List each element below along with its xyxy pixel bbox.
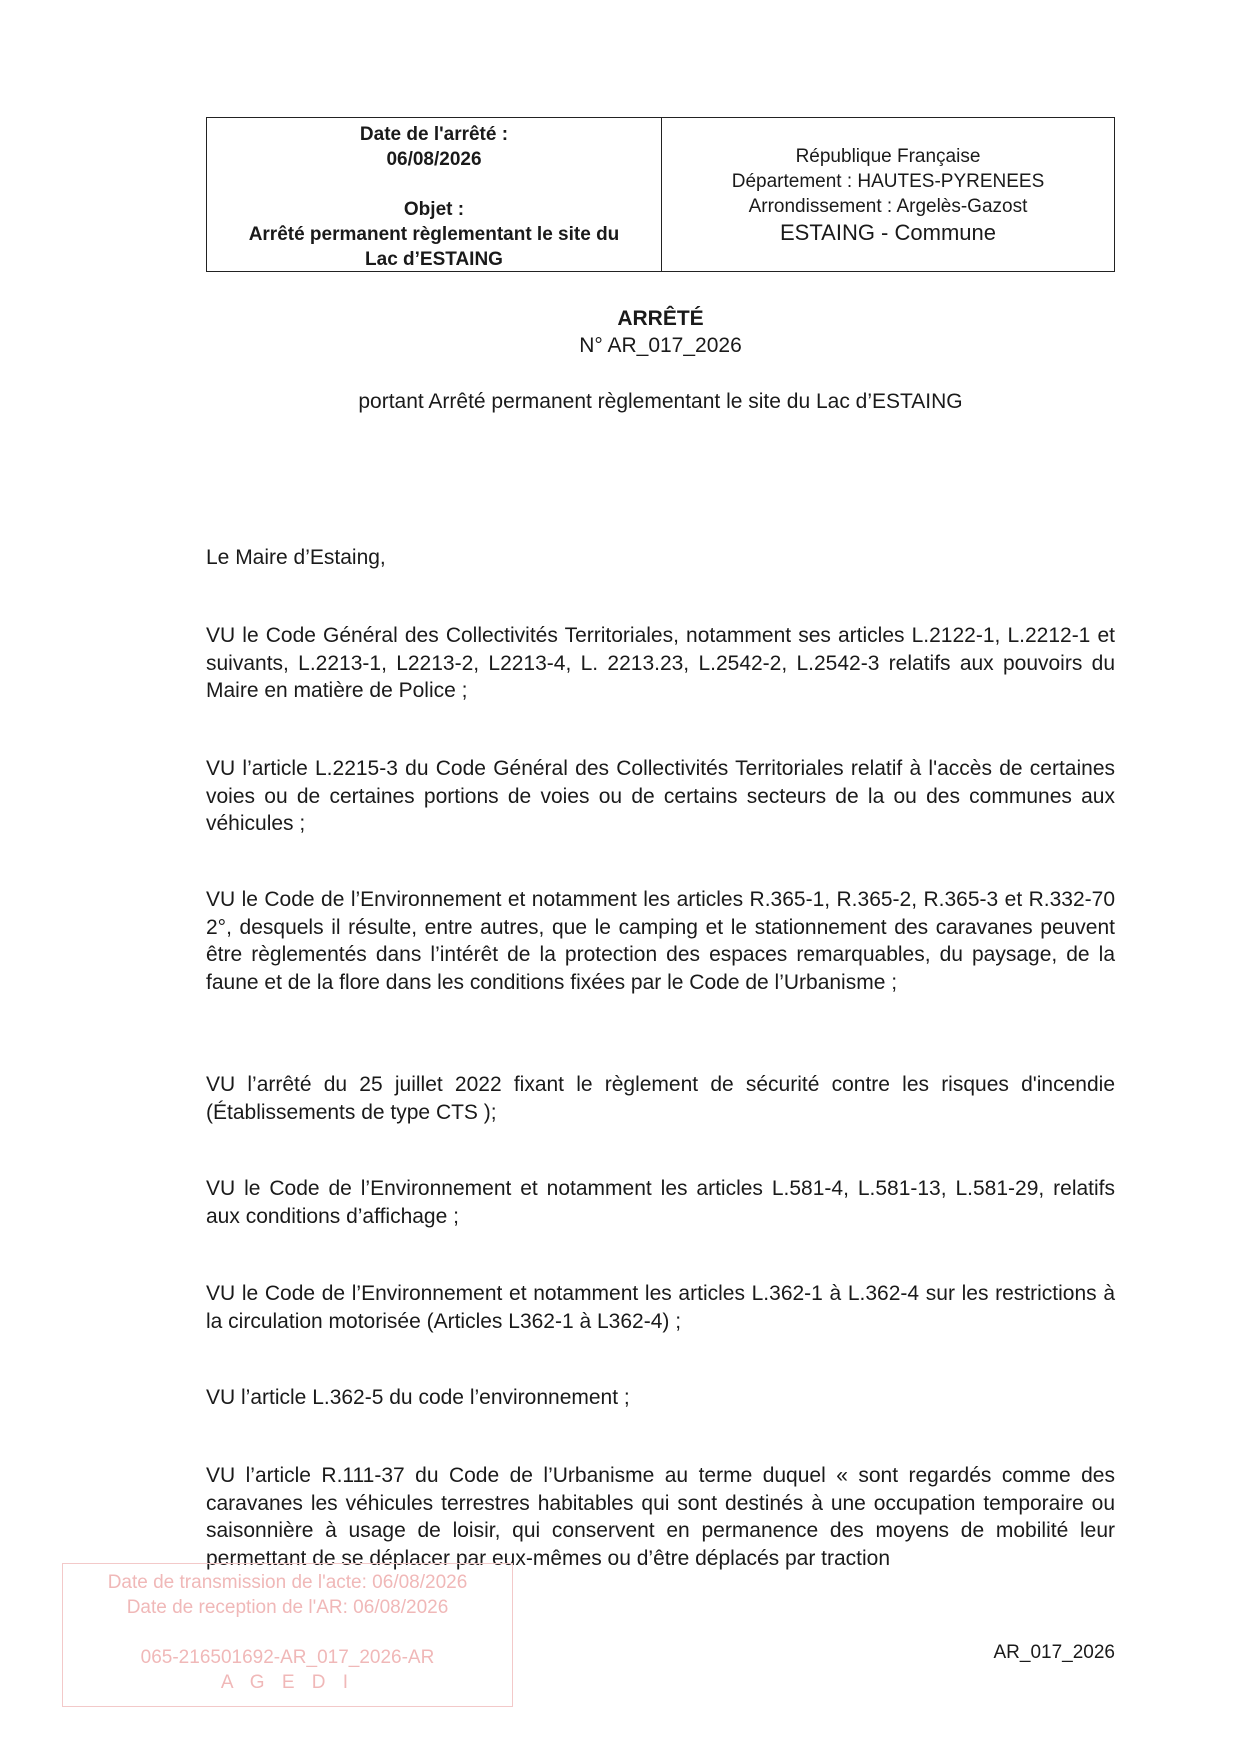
footer-reference: AR_017_2026 xyxy=(993,1642,1115,1663)
paragraph-vu-l362-5: VU l’article L.362-5 du code l’environnement ; xyxy=(206,1386,630,1409)
arrete-title: ARRÊTÉ xyxy=(617,307,704,330)
arrete-subject: portant Arrêté permanent règlementant le site du Lac d’ESTAING xyxy=(358,390,963,413)
header-right-cell xyxy=(662,118,1114,271)
paragraph-vu-cgct: VU le Code Général des Collectivités Territoriales, notamment ses articles L.2122-1, L.2212-1 et suivants, L.2213-1, L2213-2, L2213-4, L. 2213.23, L.2542-2, L.2542-3 relatifs aux pouvoirs du Maire en matière de Police ; xyxy=(206,624,1115,702)
header-table xyxy=(206,117,1115,272)
transmission-stamp xyxy=(62,1563,513,1707)
commune-label: ESTAING - Commune xyxy=(780,220,996,245)
arrondissement-label: Arrondissement : Argelès-Gazost xyxy=(748,196,1028,217)
paragraph-vu-r111-37: VU l’article R.111-37 du Code de l’Urbanisme au terme duquel « sont regardés comme des caravanes les véhicules terrestres habitables qui sont destinés à une occupation temporaire ou saisonnière à usage de loisir, qui conservent en permanence des moyens de mobilité leur permettant de se déplacer par eux-mêmes ou d’être déplacés par traction xyxy=(206,1464,1115,1570)
stamp-act-id: 065-216501692-AR_017_2026-AR xyxy=(140,1647,435,1668)
arrete-number: N° AR_017_2026 xyxy=(579,334,742,357)
object-label: Objet : xyxy=(403,199,465,220)
stamp-agedi: A G E D I xyxy=(220,1672,355,1693)
paragraph-vu-affichage: VU le Code de l’Environnement et notamment les articles L.581-4, L.581-13, L.581-29, relatifs aux conditions d’affichage ; xyxy=(206,1177,1115,1228)
paragraph-vu-circulation: VU le Code de l’Environnement et notamment les articles L.362-1 à L.362-4 sur les restrictions à la circulation motorisée (Articles L362-1 à L362-4) ; xyxy=(206,1282,1115,1333)
paragraph-vu-l2215-3: VU l’article L.2215-3 du Code Général des Collectivités Territoriales relatif à l'accès de certaines voies ou de certaines portions de voies ou de certains secteurs de la ou des communes aux véhicules ; xyxy=(206,757,1115,835)
object-line-2: Lac d’ESTAING xyxy=(365,249,503,270)
department-label: Département : HAUTES-PYRENEES xyxy=(731,171,1045,192)
paragraph-vu-arrete-2022: VU l’arrêté du 25 juillet 2022 fixant le règlement de sécurité contre les risques d'incendie (Établissements de type CTS ); xyxy=(206,1073,1115,1124)
salutation: Le Maire d’Estaing, xyxy=(206,546,386,569)
header-left-cell xyxy=(207,118,662,271)
stamp-transmission-date: Date de transmission de l'acte: 06/08/2026 xyxy=(107,1572,468,1593)
stamp-reception-date: Date de reception de l'AR: 06/08/2026 xyxy=(126,1597,449,1618)
date-label: Date de l'arrêté : xyxy=(359,124,509,145)
date-value: 06/08/2026 xyxy=(386,149,482,170)
republic-label: République Française xyxy=(795,146,981,167)
paragraph-vu-code-environnement-r365: VU le Code de l’Environnement et notamment les articles R.365-1, R.365-2, R.365-3 et R.332-70 2°, desquels il résulte, entre autres, que le camping et le stationnement des caravanes peuvent être règlementés dans l’intérêt de la protection des espaces remarquables, du paysage, de la faune et de la flore dans les conditions fixées par le Code de l’Urbanisme ; xyxy=(206,888,1115,994)
object-line-1: Arrêté permanent règlementant le site du xyxy=(248,224,620,245)
